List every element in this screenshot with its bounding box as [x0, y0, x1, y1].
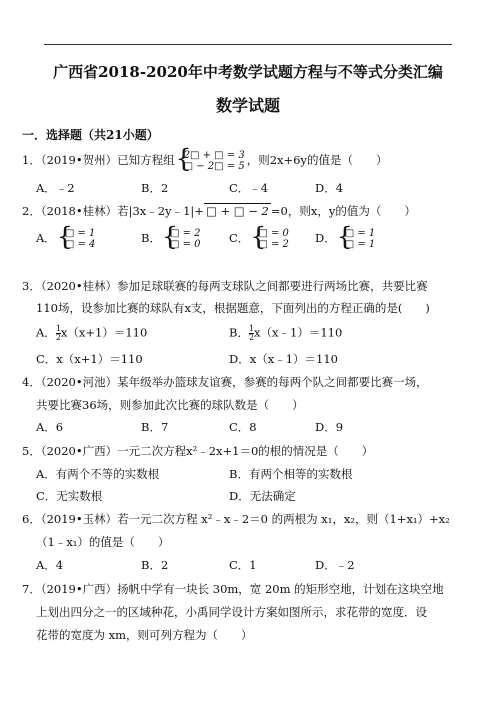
q3-option-a-label: A．	[36, 325, 56, 340]
q3-option-a-rest: x（x+1）＝110	[60, 325, 148, 340]
q2-d-row-1: { □ = 1	[344, 228, 376, 239]
q3-option-b-label: B．	[229, 325, 249, 340]
q2-stem-start: 2．（2018•桂林）若|3x﹣2y﹣1|+	[22, 204, 204, 218]
q1-option-c[interactable]: C．﹣4	[229, 181, 269, 195]
q5-option-b[interactable]: B．有两个相等的实数根	[229, 467, 353, 481]
q3-option-a[interactable]	[36, 325, 147, 342]
q2-b-row-1: { □ = 2	[169, 228, 201, 239]
q2-c-row-2: □ = 2	[258, 239, 289, 250]
q4-option-d[interactable]: D．9	[315, 420, 344, 434]
q2-c-row-1: { □ = 0	[258, 228, 289, 239]
q1-option-b[interactable]: B．2	[141, 181, 169, 195]
q2-option-d-system	[338, 228, 376, 250]
q1-option-a[interactable]: A．﹣2	[36, 181, 75, 195]
q4-option-a[interactable]: A．6	[36, 420, 64, 434]
question-7-line-2: 上划出四分之一的区域种花，小禹同学设计方案如图所示，求花带的宽度．设	[36, 605, 427, 619]
section-heading: 一．选择题（共21小题）	[22, 128, 159, 142]
q3-option-d[interactable]: D．x（x﹣1）＝110	[229, 352, 338, 366]
q1-eq-row-1: { 2□ + □ = 3	[183, 150, 245, 161]
q4-option-b[interactable]: B．7	[141, 420, 169, 434]
q2-option-a-system	[58, 228, 96, 250]
q3-a-frac-num: 1	[55, 324, 61, 333]
q6-option-d[interactable]: D．﹣2	[315, 558, 355, 572]
q1-stem-start: 1．（2019•贺州）已知方程组	[22, 153, 175, 167]
question-7-line-1: 7．（2019•广西）扬帆中学有一块长 30m，宽 20m 的矩形空地，计划在这块空地	[22, 582, 444, 596]
q1-equation-system	[177, 150, 245, 172]
q2-stem-end: =0，则x，y的值为（ ）	[270, 204, 416, 218]
q3-a-frac-den: 2	[55, 333, 61, 342]
q5-option-c[interactable]: C．无实数根	[36, 489, 103, 503]
document-title: 广西省2018-2020年中考数学试题方程与不等式分类汇编	[53, 63, 443, 81]
question-3-line-1: 3．（2020•桂林）参加足球联赛的每两支球队之间都要进行两场比赛，共要比赛	[22, 279, 428, 293]
q2-b-row-2: □ = 0	[169, 239, 201, 250]
q2-option-a[interactable]	[36, 228, 97, 250]
q5-option-d[interactable]: D．无法确定	[229, 489, 296, 503]
q6-option-a[interactable]: A．4	[36, 558, 64, 572]
q2-option-b[interactable]	[141, 228, 203, 250]
question-7-line-3: 花带的宽度为 xm，则可列方程为（ ）	[36, 628, 253, 642]
q6-option-c[interactable]: C．1	[229, 558, 257, 572]
q2-a-row-1: { □ = 1	[64, 228, 96, 239]
q2-option-c[interactable]	[229, 228, 291, 250]
header-rule	[44, 44, 452, 45]
q5-option-a[interactable]: A．有两个不等的实数根	[36, 467, 160, 481]
q2-option-b-system	[163, 228, 201, 250]
q2-option-d-label: D．	[315, 231, 336, 245]
q1-eq-row-2: □ − 2□ = 5	[183, 161, 245, 172]
q3-option-b-rest: x（x﹣1）＝110	[254, 325, 343, 340]
q3-b-frac-num: 1	[248, 324, 255, 333]
question-3-line-2: 110场，设参加比赛的球队有x支，根据题意，下面列出的方程正确的是( )	[36, 301, 430, 315]
question-4-line-2: 共要比赛36场，则参加此次比赛的球队数是（ ）	[36, 398, 304, 412]
q2-option-a-label: A．	[36, 231, 56, 245]
q2-a-row-2: □ = 4	[64, 239, 96, 250]
q2-option-c-system	[251, 228, 289, 250]
document-subtitle: 数学试题	[215, 96, 280, 115]
q1-stem-end: ，则2x+6y的值是（ ）	[246, 153, 388, 167]
q6-option-b[interactable]: B．2	[141, 558, 169, 572]
q2-d-row-2: □ = 1	[344, 239, 376, 250]
question-6-line-1: 6．（2019•玉林）若一元二次方程 x²﹣x﹣2＝0 的两根为 x₁，x₂，则（1+x₁）+x₂	[22, 512, 450, 526]
q3-option-c[interactable]: C．x（x+1）＝110	[36, 352, 143, 366]
q3-b-frac-den: 2	[248, 333, 255, 342]
question-4-line-1: 4．（2020•河池）某年级举办篮球友谊赛，参赛的每两个队之间都要比赛一场，	[22, 375, 428, 389]
q2-sqrt-expression: □ + □ − 2	[205, 204, 269, 218]
question-2-stem	[22, 203, 416, 218]
q3-option-b[interactable]	[229, 325, 342, 342]
question-1-stem	[22, 150, 387, 172]
question-5-stem: 5．（2020•广西）一元二次方程x²﹣2x+1＝0的根的情况是（ ）	[22, 444, 374, 458]
question-6-line-2: （1﹣x₁）的值是（ ）	[36, 535, 170, 549]
q2-option-b-label: B．	[141, 231, 161, 245]
q2-option-d[interactable]	[315, 228, 377, 250]
q1-option-d[interactable]: D．4	[315, 181, 344, 195]
q2-option-c-label: C．	[229, 231, 250, 245]
q4-option-c[interactable]: C．8	[229, 420, 257, 434]
